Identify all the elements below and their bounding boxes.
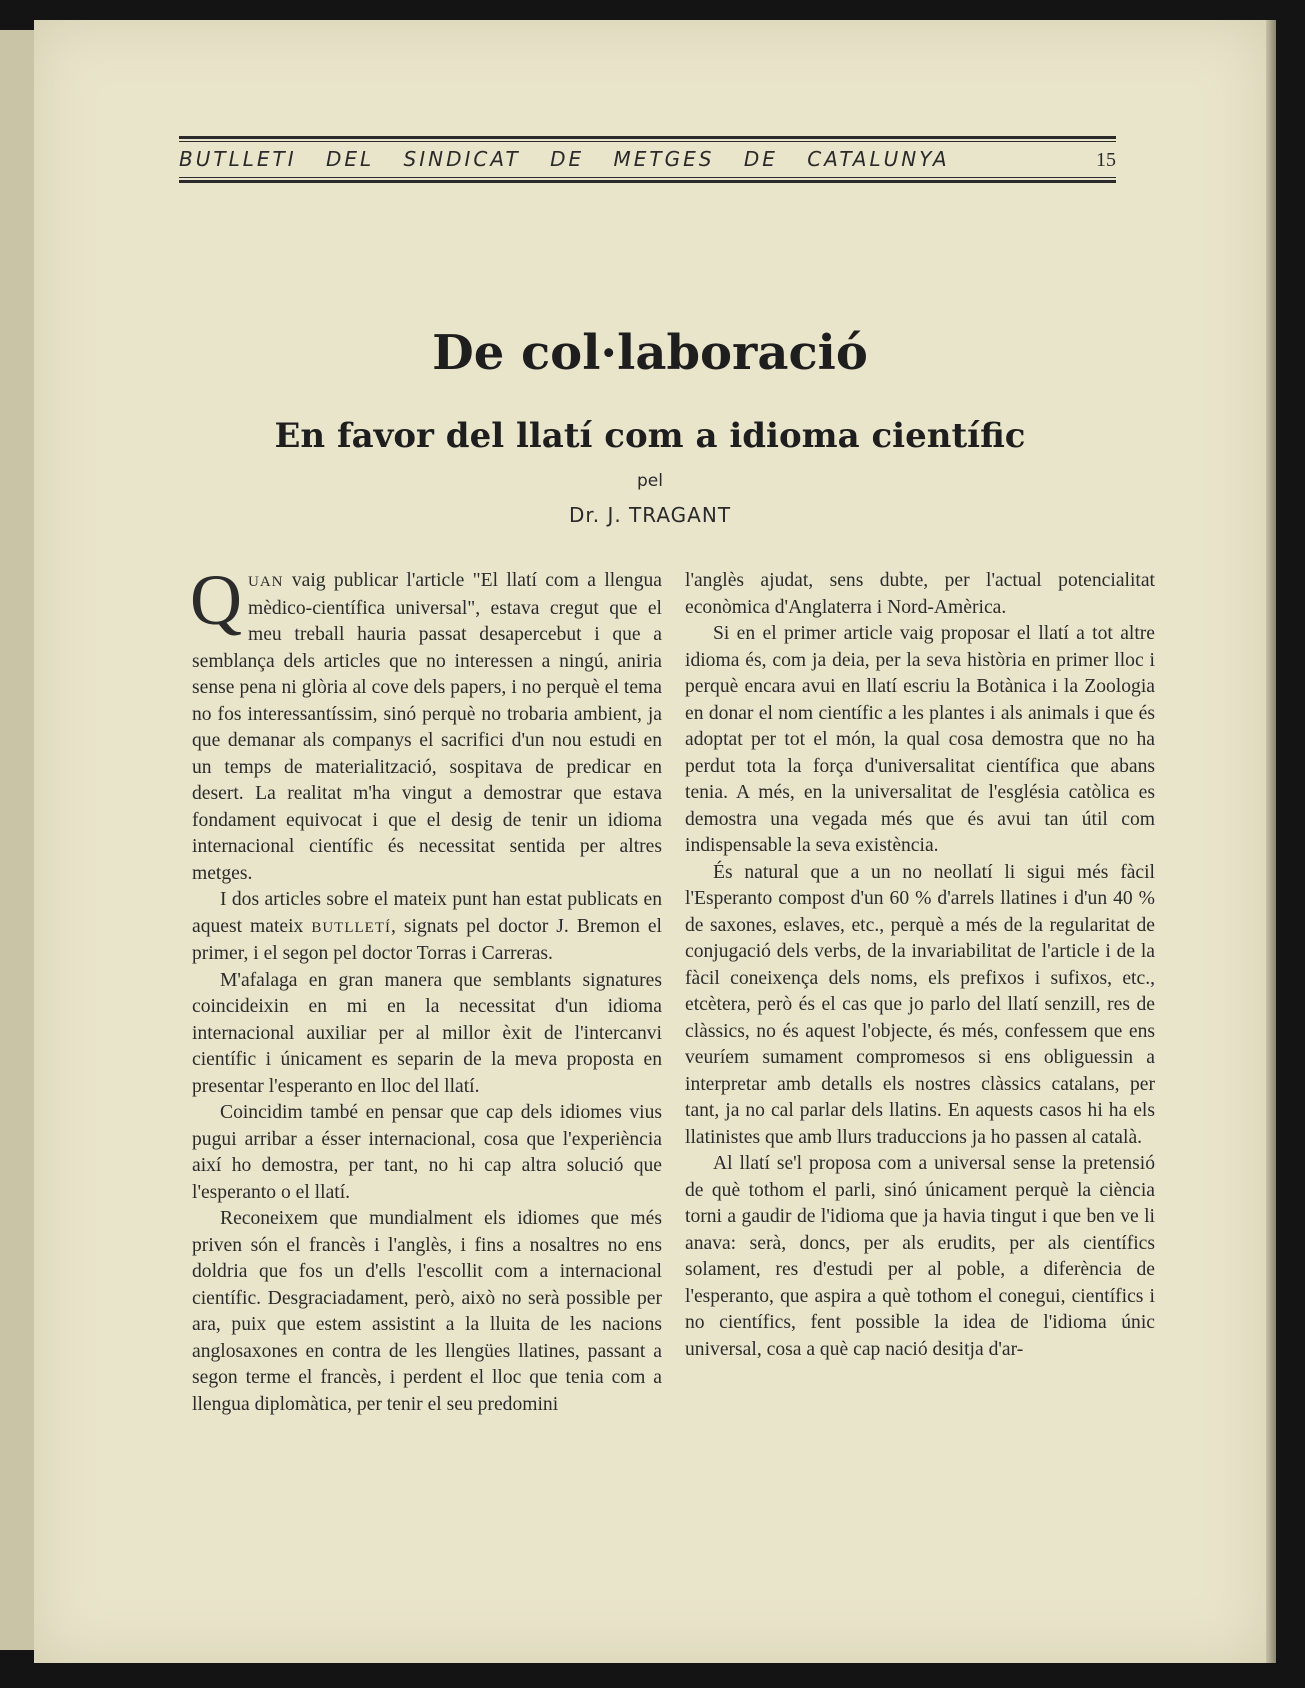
left-column: [190, 560, 663, 1418]
header-rule-bottom-thin: [179, 177, 1116, 178]
article-title: En favor del llatí com a idioma científic: [274, 416, 1026, 456]
paragraph-text: vaig publicar l'article "El llatí com a llengua mèdico-científica universal", estava cregut que el meu treball hauria passat desapercebut i que a semblança dels articles que no interessen a ningú, aniria sense pena ni glòria al cove dels papers, i no perquè el tema no fos interessantíssim, sinó perquè no trobaria ambient, ja que demanar als companys el sacrifici d'un nou estudi en un temps de materialització, sospitava de predicar en desert. La realitat m'ha vingut a demostrar que estava fondament equivocat i que el desig de tenir un idioma internacional científic és necessitat sentida per altres metges.: [192, 570, 662, 884]
page-number: 15: [1096, 149, 1116, 171]
paragraph: M'afalaga en gran manera que semblants signatures coincideixin en mi en la necessitat d'un idioma internacional auxiliar per al millor èxit de l'intercanvi científic i únicament es separin de la meva proposta en presentar l'esperanto en lloc del llatí.: [192, 969, 662, 1097]
paragraph-text: , signats pel doctor J. Bremon el primer, i el segon pel doctor Torras i Carreras.: [192, 915, 663, 964]
byline-preposition: pel: [637, 471, 663, 491]
paragraph: És natural que a un no neollatí li sigui més fàcil l'Esperanto compost d'un 60 % d'arrels llatines i d'un 40 % de saxones, eslaves, etc., perquè a més de la regularitat de conjugació dels verbs, de la invariabilitat de l'article i de la fàcil coneixença dels noms, els prefixos i sufixos, etc., etcètera, però és el cas que jo parlo del llatí senzill, res de clàssics, no és aquest l'objecte, és més, confessem que ens veuríem sumament compromesos si ens obliguessin a interpretar amb detalls els nostres clàssics catalans, per tant, ja no cal parlar dels llatins. En aquests casos hi ha els llatinistes que amb llurs traduccions ja ho passen al català.: [685, 861, 1155, 1148]
paragraph: [190, 560, 662, 887]
journal-reference: BUTLLETÍ: [311, 919, 391, 936]
paragraph: [192, 887, 662, 968]
paragraph: Coincidim també en pensar que cap dels idiomes vius pugui arribar a ésser internacional, cosa que l'experiència així ho demostra, per tant, no hi cap altra solució que l'esperanto o el llatí.: [192, 1102, 662, 1203]
paragraph: Si en el primer article vaig proposar el llatí a tot altre idioma és, com ja deia, per la seva història en primer lloc i perquè encara avui en llatí escriu la Botànica i la Zoologia en donar el nom científic a les plantes i als animals i que és adoptat per tot el món, la qual cosa demostra que no ha perdut tota la força d'universalitat científica que abans tenia. A més, en la universalitat de l'església catòlica es demostra una vegada més que és avui tan útil com indispensable la seva existència.: [685, 623, 1155, 856]
paragraph: Reconeixem que mundialment els idiomes que més priven són el francès i l'anglès, i fins a nosaltres no ens doldria que fos un d'ells l'escollit com a internacional científic. Desgraciadament, però, això no serà possible per ara, puix que estem assistint a la lluita de les nacions anglosaxones en contra de les llengües llatines, passant a segon terme el francès, i perdent el lloc que tenia com a llengua diplomàtica, per tenir el seu predomini: [192, 1208, 662, 1415]
previous-page-edge: [0, 30, 37, 1650]
paragraph-text: I dos articles sobre el mateix punt han estat publicats en aquest mateix: [192, 889, 662, 937]
journal-title: BUTLLETI DEL SINDICAT DE METGES DE CATALUNYA: [179, 147, 950, 171]
header-rule-top: [179, 136, 1116, 139]
header-rule-bottom: [179, 180, 1116, 183]
paragraph: Al llatí se'l proposa com a universal sense la pretensió de què tothom el parli, sinó únicament perquè la ciència torni a gaudir de l'idioma que ja havia tingut i que ben ve li anava: serà, doncs, per als erudits, per als científics solament, res d'estudi per al poble, a diferència de l'esperanto, que aspira a què tothom el conegui, científics i no científics, fent possible la idea de l'idioma únic universal, cosa a què cap nació desitja d'ar-: [685, 1153, 1155, 1360]
right-column: [685, 568, 1155, 1363]
page-edge: [1266, 20, 1276, 1663]
page: [34, 20, 1266, 1663]
drop-cap: Q: [190, 560, 242, 640]
section-title: De col·laboració: [432, 325, 868, 381]
paragraph: l'anglès ajudat, sens dubte, per l'actual potencialitat econòmica d'Anglaterra i Nord-Amèrica.: [685, 570, 1155, 618]
small-caps-opening: UAN: [248, 574, 284, 590]
author-byline: Dr. J. TRAGANT: [568, 503, 732, 527]
running-head: [179, 136, 1116, 185]
